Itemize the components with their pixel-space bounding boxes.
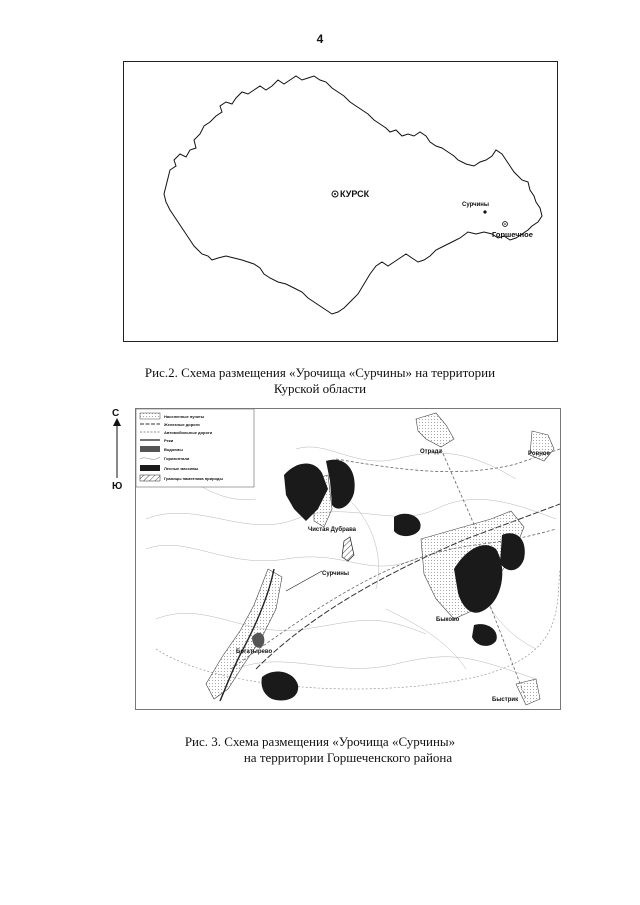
legend-label-settlements: Населенные пункты — [164, 414, 205, 419]
label-chistaya-dubrava: Чистая Дубрава — [308, 527, 357, 533]
label-rovnoe: Ровное — [528, 451, 550, 457]
label-byikovo: Быково — [436, 617, 460, 623]
label-bystrik: Быстрик — [492, 697, 519, 703]
figure2-caption-line2: Курской области — [273, 381, 367, 396]
label-bogatyrevo: Богатырево — [236, 649, 273, 655]
legend-label-forests: Лесные массивы — [164, 466, 199, 471]
figure3-caption — [0, 734, 640, 766]
kursk-label: КУРСК — [340, 189, 370, 199]
figure2-caption-line1: Рис.2. Схема размещения «Урочища «Сурчины» на территории — [144, 365, 496, 380]
legend-label-contours: Горизонтали — [164, 456, 190, 461]
label-surchiny: Сурчины — [322, 571, 350, 577]
figure2-caption — [0, 365, 640, 397]
gorshechensky-district-map — [135, 408, 561, 710]
kursk-region-map — [123, 61, 558, 342]
label-otrada: Отрада — [420, 449, 442, 455]
figure3-caption-line1: Рис. 3. Схема размещения «Урочища «Сурчины» — [184, 734, 456, 749]
legend-label-roads: Автомобильные дороги — [164, 430, 213, 435]
legend-label-water: Водоемы — [164, 447, 183, 452]
legend-label-monument-boundary: Границы памятника природы — [164, 476, 223, 481]
settlement-otrada — [416, 413, 454, 447]
legend-item-forests — [140, 465, 199, 471]
map-legend — [136, 409, 254, 487]
compass-south-label: Ю — [112, 481, 123, 492]
surchiny-label: Сурчины — [462, 202, 490, 208]
roads — [231, 449, 560, 699]
figure3-caption-line2: на территории Горшеченского района — [243, 750, 453, 765]
legend-item-monument-boundary — [140, 475, 223, 481]
legend-label-rivers: Реки — [164, 438, 174, 443]
legend-item-settlements — [140, 413, 205, 419]
page-number: 4 — [316, 32, 324, 46]
district-map-svg — [136, 409, 560, 709]
settlement-bystrik — [516, 679, 540, 705]
gorshechnoe-label: Горшечное — [492, 230, 533, 239]
monument-boundary-surchiny — [342, 537, 354, 561]
compass-north-label: С — [112, 408, 120, 419]
legend-label-railways: Железные дороги — [164, 422, 200, 427]
forest-areas — [261, 460, 524, 701]
north-arrow-icon — [112, 418, 122, 480]
surchiny-marker — [483, 210, 486, 213]
region-outline-svg — [124, 62, 557, 341]
